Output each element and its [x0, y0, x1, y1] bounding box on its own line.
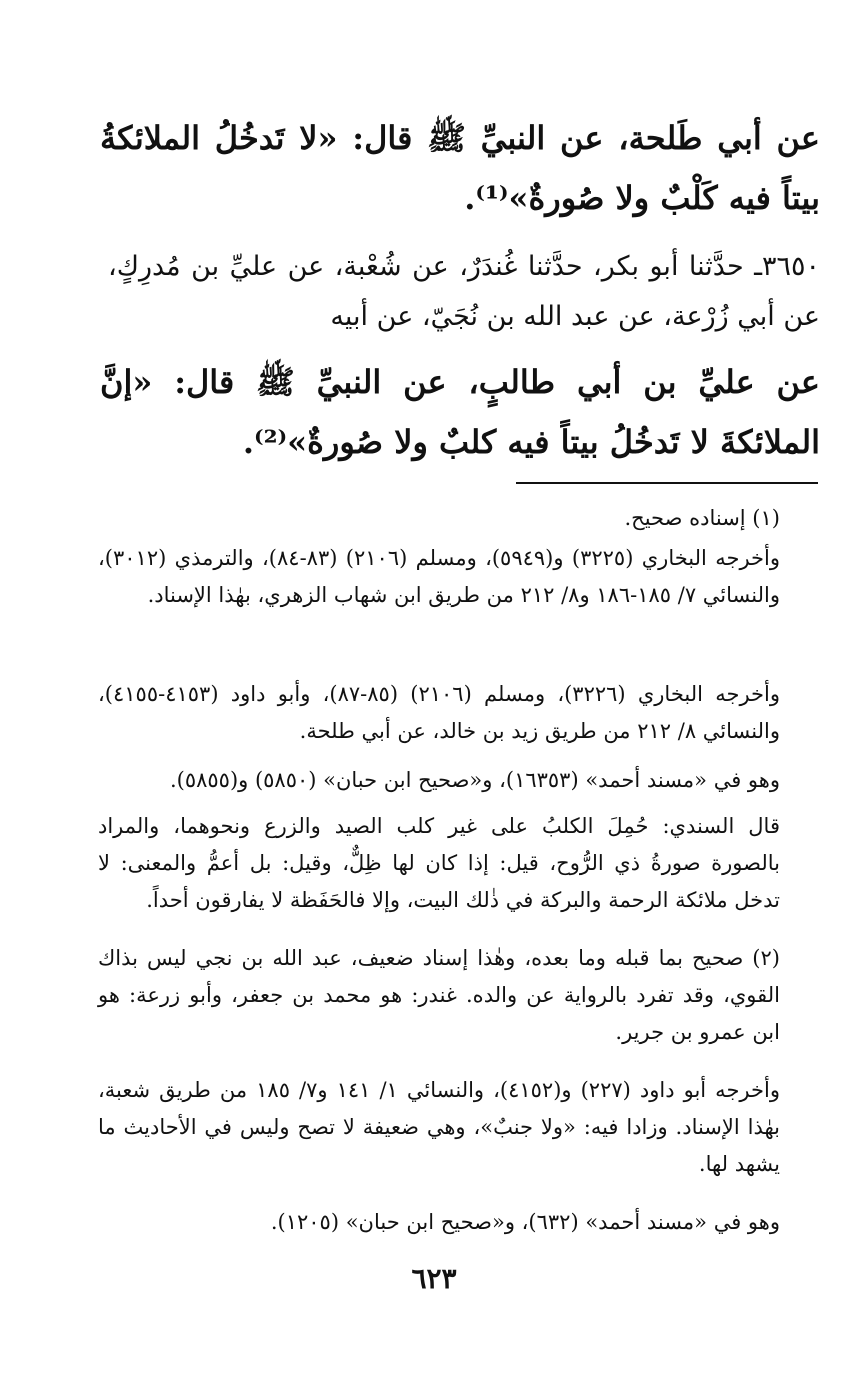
footnote-separator	[516, 482, 818, 484]
page-number: ٦٢٣	[411, 1262, 457, 1295]
footnote-2-para-3: وهو في «مسند أحمد» (٦٣٢)، و«صحيح ابن حبان» (١٢٠٥).	[270, 1210, 780, 1234]
hadith-3649-text: عن أبي طَلحة، عن النبيِّ ﷺ قال: «لا تَدخُلُ الملائكةُ بيتاً فيه كَلْبٌ ولا صُورةٌ»⁽¹⁾.	[100, 119, 821, 217]
footnote-1-para-2: وأخرجه البخاري (٣٢٢٦)، ومسلم (٢١٠٦) (٨٥-٨٧)، وأبو داود (٤١٥٣-٤١٥٥)، والنسائي ٨/ ٢١٢ من طريق زيد بن خالد، عن أبي طلحة.	[98, 682, 780, 743]
footnote-1-para-1: وأخرجه البخاري (٣٢٢٥) و(٥٩٤٩)، ومسلم (٢١٠٦) (٨٣-٨٤)، والترمذي (٣٠١٢)، والنسائي ٧/ ١٨٥-١٨٦ و٨/ ٢١٢ من طريق ابن شهاب الزهري، بهٰذا الإسناد.	[98, 546, 780, 607]
footnote-1-para-4: قال السندي: حُمِلَ الكلبُ على غير كلب الصيد والزرع ونحوهما، والمراد بالصورة صورةُ ذي الرُّوح، قيل: إذا كان لها ظِلٌّ، وقيل: بل أعمُّ والمعنى: لا تدخل ملائكة الرحمة والبركة في ذٰلك البيت، وإلا فالحَفَظة لا يفارقون أحداً.	[98, 814, 780, 912]
hadith-3650-text: عن عليِّ بن أبي طالبٍ، عن النبيِّ ﷺ قال: «إنَّ الملائكةَ لا تَدخُلُ بيتاً فيه كلبٌ ولا صُورةٌ»⁽²⁾.	[100, 363, 820, 461]
footnote-1-para-3: وهو في «مسند أحمد» (١٦٣٥٣)، و«صحيح ابن حبان» (٥٨٥٠) و(٥٨٥٥).	[169, 768, 780, 792]
footnote-1-title: (١) إسناده صحيح.	[624, 506, 780, 530]
footnote-2-para-1: (٢) صحيح بما قبله وما بعده، وهٰذا إسناد ضعيف، عبد الله بن نجي ليس بذاك القوي، وقد تفرد بالرواية عن والده. غندر: هو محمد بن جعفر، وأبو زرعة: هو ابن عمرو بن جرير.	[98, 946, 780, 1044]
hadith-3650-chain: ٣٦٥٠ـ حدَّثنا أبو بكر، حدَّثنا غُندَرٌ، عن شُعْبة، عن عليِّ بن مُدرِكٍ، عن أبي زُرْعة، عن عبد الله بن نُجَيّ، عن أبيه	[108, 251, 820, 332]
footnote-2-para-2: وأخرجه أبو داود (٢٢٧) و(٤١٥٢)، والنسائي ١/ ١٤١ و٧/ ١٨٥ من طريق شعبة، بهٰذا الإسناد. وزادا فيه: «ولا جنبٌ»، وهي ضعيفة لا تصح وليس في الأحاديث ما يشهد لها.	[98, 1078, 780, 1176]
